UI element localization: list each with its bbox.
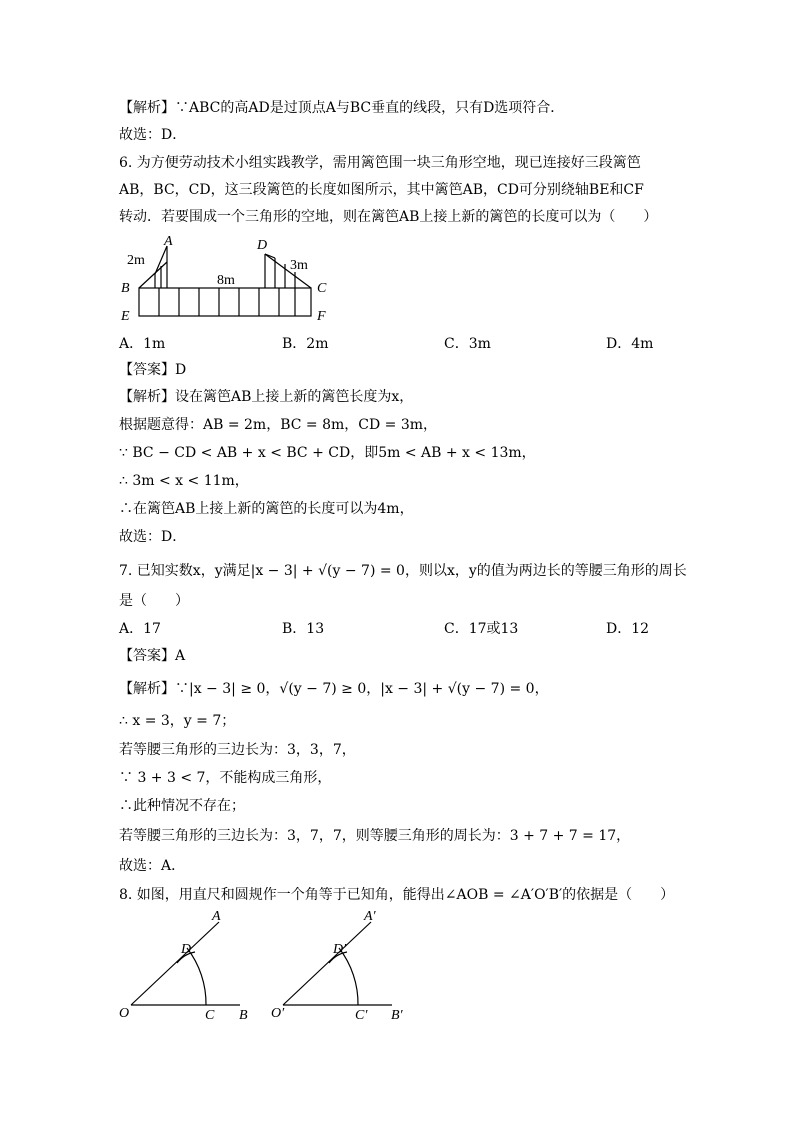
q7-option-d[interactable]: D．12 [606,621,650,637]
q6-stem-line3: 转动．若要围成一个三角形的空地，则在篱笆AB上接上新的篱笆的长度可以为（ ） [119,209,658,225]
q6-analysis-line: ∵ BC − CD < AB + x < BC + CD，即5m < AB + x < 13m， [119,445,536,461]
q6-stem-line1: 6. 为方便劳动技术小组实践教学，需用篱笆围一块三角形空地，现已连接好三段篱笆 [119,155,641,171]
fig6-label-E: E [121,309,130,324]
q6-analysis-line: 故选：D． [119,529,187,545]
q6-analysis-line: 根据题意得：AB = 2m，BC = 8m，CD = 3m， [119,417,438,433]
q6-option-d[interactable]: D．4m [606,336,654,352]
q8-stem-line1: 8. 如图，用直尺和圆规作一个角等于已知角，能得出∠AOB = ∠A′O′B′的依据是（ ） [119,887,675,903]
q6-option-b[interactable]: B．2m [282,336,329,352]
q6-options [119,334,679,354]
q7-analysis-line: 故选：A． [119,858,186,874]
fig8-left-B: B [239,1008,248,1023]
q7-stem-line1: 7. 已知实数x，y满足|x − 3| + √(y − 7) = 0，则以x，y的值为两边长的等腰三角形的周长 [119,563,687,579]
fig6-len-CD: 3m [290,258,308,273]
fig6-label-F: F [317,309,326,324]
fig8-left-D: D [181,942,192,957]
q7-option-c[interactable]: C．17或13 [444,621,519,637]
fig6-len-AB: 2m [127,253,145,268]
q5-choice: 故选：D． [119,127,187,143]
fig8-left-A: A [212,909,221,924]
q7-analysis-line: ∴此种情况不存在； [119,798,245,814]
fig8-right-B: B′ [391,1008,403,1023]
fig6-len-BC: 8m [217,273,235,288]
q7-option-b[interactable]: B．13 [282,621,325,637]
q6-analysis-line: ∴ 3m < x < 11m， [119,473,249,489]
fig6-label-D: D [257,238,268,253]
fig8-right-O: O′ [271,1006,285,1021]
fig6-label-B: B [121,281,130,296]
fig8-right-D: D′ [333,942,347,957]
q7-analysis-line: 【解析】∵|x − 3| ≥ 0，√(y − 7) ≥ 0，|x − 3| + √(y − 7) = 0， [119,681,549,697]
q7-option-a[interactable]: A．17 [119,621,161,637]
q6-answer: 【答案】D [119,362,187,378]
fig8-right-C: C′ [355,1008,368,1023]
q6-fence-figure [115,232,335,324]
q6-analysis-line: 【解析】设在篱笆AB上接上新的篱笆长度为x， [119,389,414,405]
q7-analysis-line: ∴ x = 3，y = 7； [119,713,236,729]
q5-analysis: 【解析】∵ABC的高AD是过顶点A与BC垂直的线段，只有D选项符合． [119,100,565,116]
q7-analysis-line: 若等腰三角形的三边长为：3，3，7， [119,742,356,758]
q7-options [119,619,679,639]
q6-analysis-line: ∴在篱笆AB上接上新的篱笆的长度可以为4m， [119,501,414,517]
fig8-right-A: A′ [364,909,376,924]
q6-option-a[interactable]: A．1m [119,336,166,352]
q7-analysis-line: 若等腰三角形的三边长为：3，7，7，则等腰三角形的周长为：3 + 7 + 7 = 17， [119,828,631,844]
q6-option-c[interactable]: C．3m [444,336,491,352]
q6-stem-line2: AB，BC，CD，这三段篱笆的长度如图所示，其中篱笆AB，CD可分别绕轴BE和CF [119,182,644,198]
q7-analysis-line: ∵ 3 + 3 < 7，不能构成三角形， [119,770,332,786]
fig8-left-C: C [205,1008,215,1023]
q7-stem-line2: 是（ ） [119,593,189,609]
fig8-left-O: O [119,1006,130,1021]
q7-answer: 【答案】A [119,648,186,664]
fig6-label-A: A [164,234,173,249]
fig6-label-C: C [317,281,327,296]
q8-angle-figure [115,908,415,1026]
